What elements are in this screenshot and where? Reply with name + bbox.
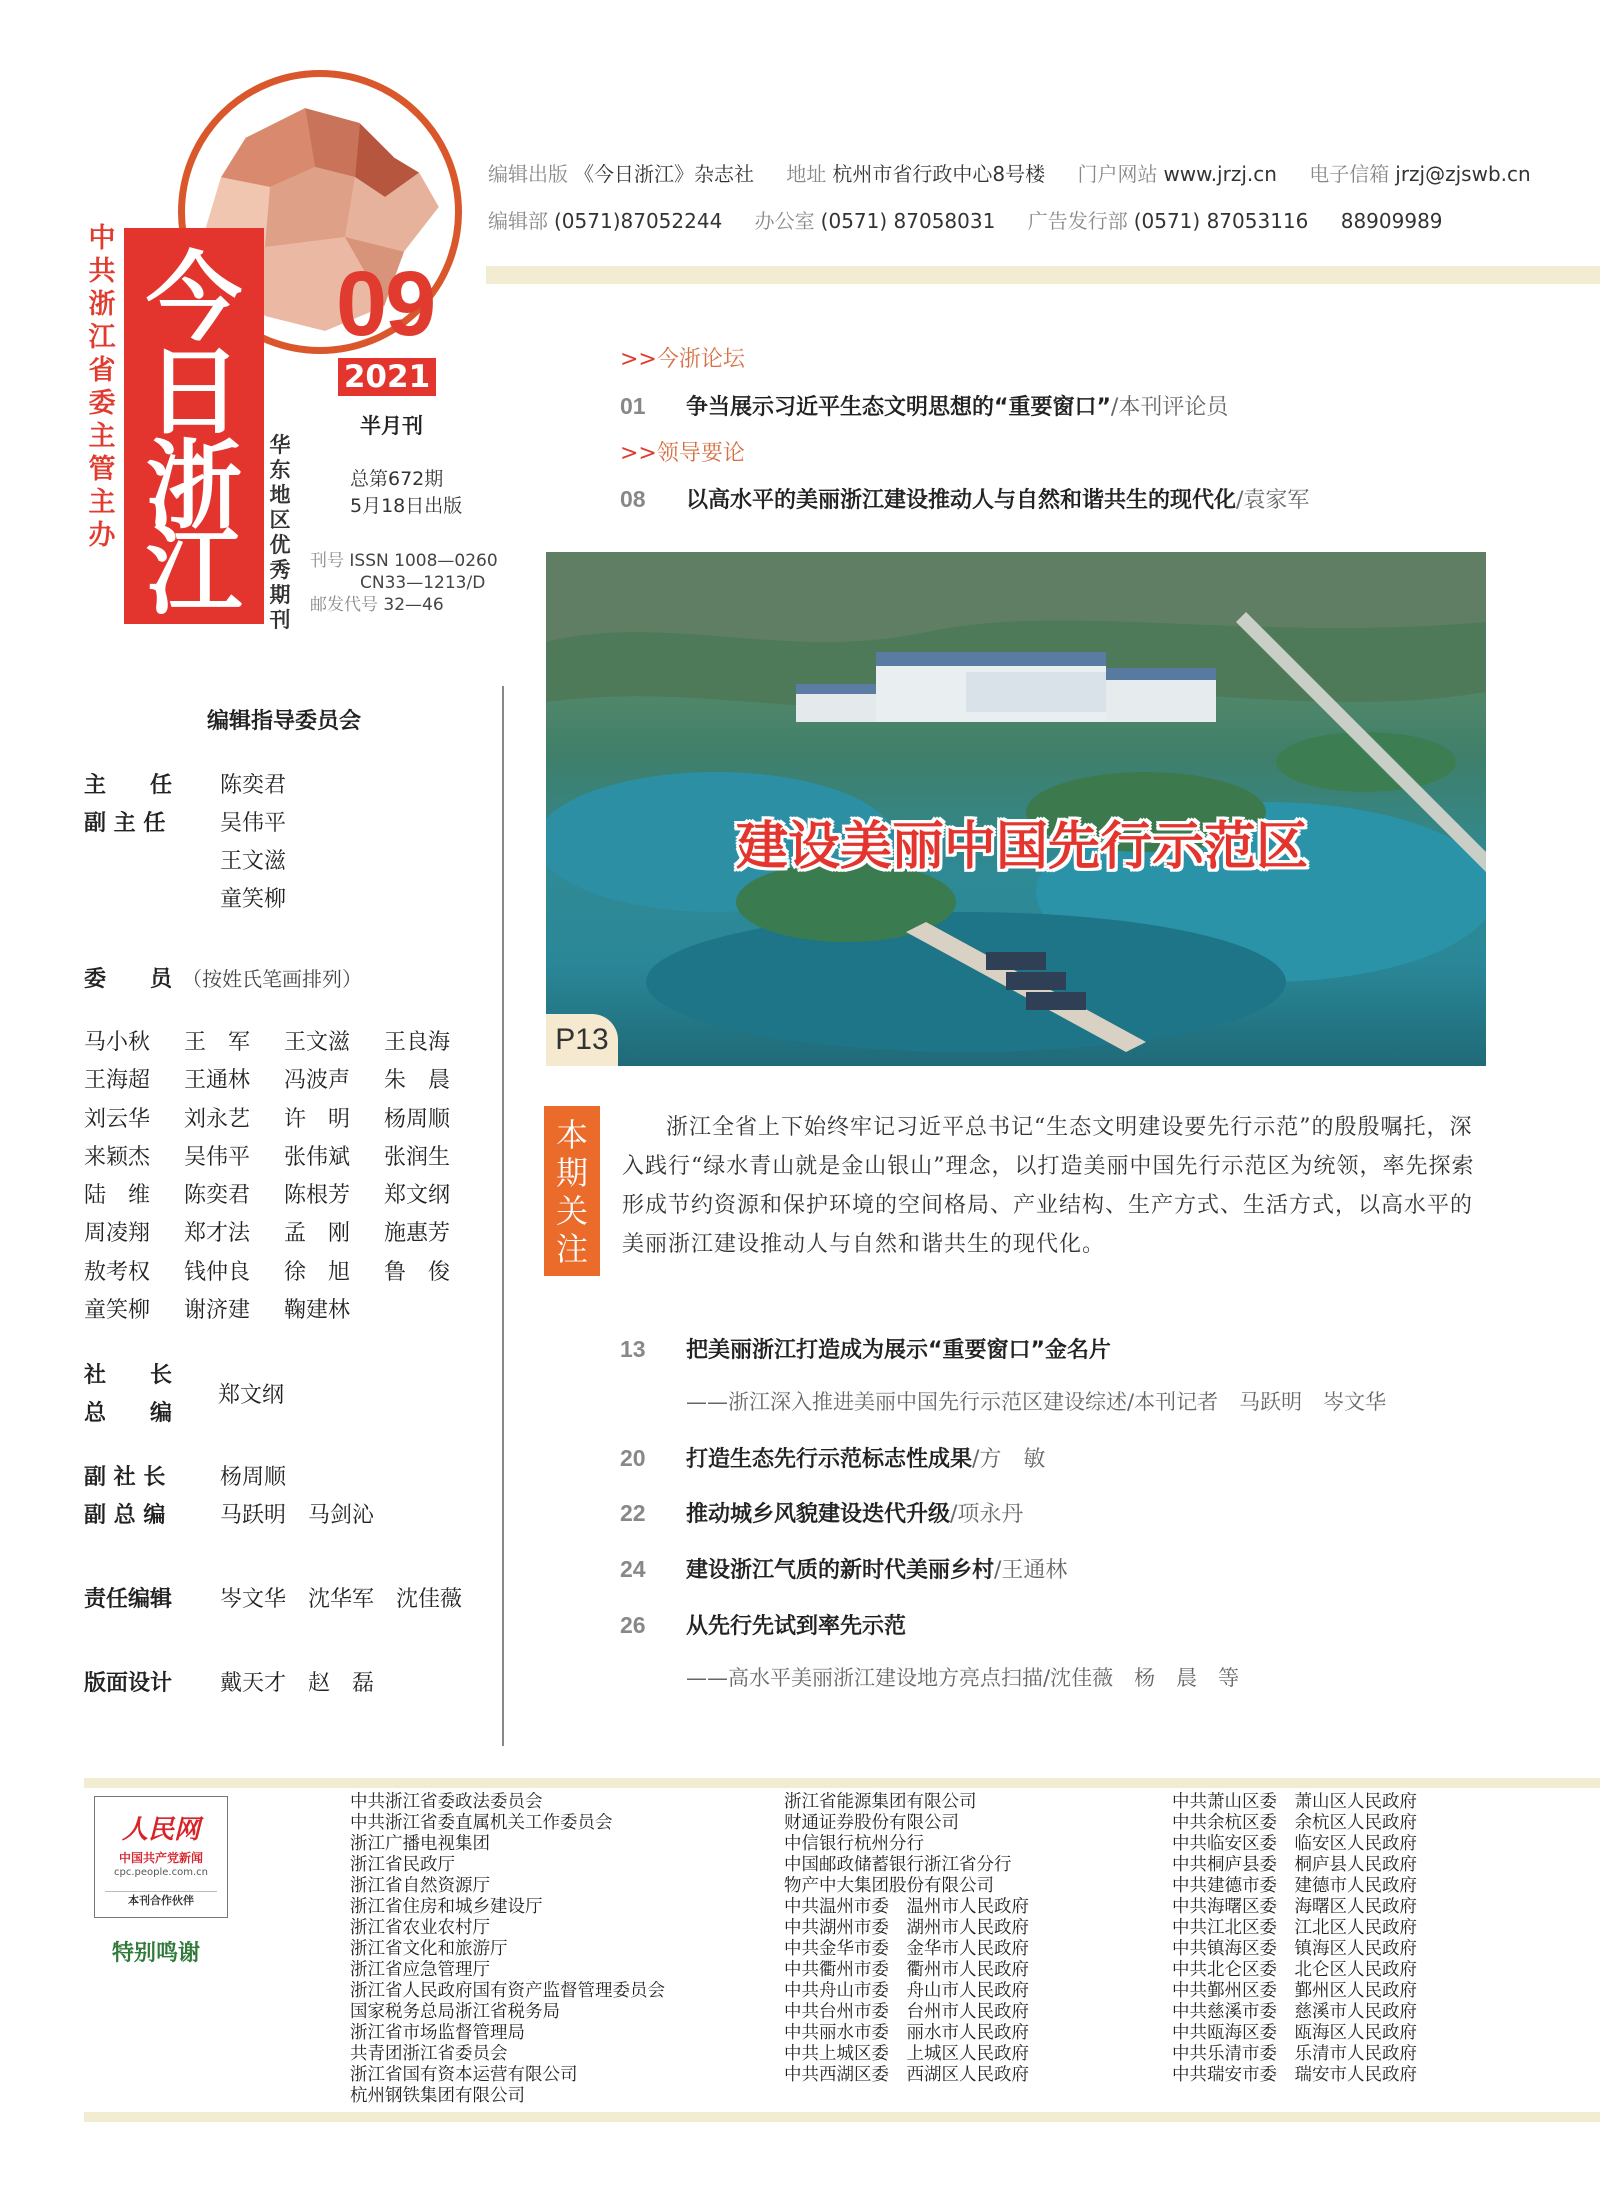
person-name: 岑文华 [220,1587,287,1612]
thanks-entry: 中共江北区委 江北区人民政府 [1172,1918,1417,1938]
partner-url: cpc.people.com.cn [114,1867,208,1878]
toc-item-08[interactable] [620,483,1309,514]
article-author: /袁家军 [1236,488,1310,513]
member-name: 钱仲良 [184,1259,251,1285]
role-label: 版面设计 [84,1671,173,1696]
issue-number: 09 [336,253,435,355]
member-name: 谢济建 [184,1298,251,1324]
member-name: 郑文纲 [384,1183,451,1209]
thanks-entry: 中信银行杭州分行 [784,1834,924,1854]
focus-tag: 本期关注 [544,1106,600,1276]
logo-char: 日 [146,335,242,448]
article-author: /本刊评论员 [1110,395,1229,420]
postal-code: 32—46 [383,595,444,615]
page-number: 13 [620,1336,646,1362]
thanks-entry: 中共温州市委 温州市人民政府 [784,1897,1029,1917]
member-name: 朱 晨 [384,1068,451,1094]
publisher-label: 编辑出版 [488,162,568,186]
frequency: 半月刊 [360,414,423,438]
person-name: 赵 磊 [308,1671,375,1696]
thanks-label: 特别鸣谢 [112,1940,201,1966]
section-label: 领导要论 [656,441,745,466]
member-name: 童笑柳 [84,1298,151,1324]
logo-char: 今 [146,241,242,354]
thanks-entry: 中共鄞州区委 鄞州区人民政府 [1172,1981,1417,2001]
toc-item-26[interactable] [620,1609,906,1640]
postal-label: 邮发代号 [310,595,378,615]
thanks-entry: 共青团浙江省委员会 [350,2044,508,2064]
partner-subtitle: 中国共产党新闻 [118,1851,203,1865]
cover-caption: 建设美丽中国先行示范区 [736,817,1309,877]
thanks-entry: 浙江省文化和旅游厅 [350,1939,508,1959]
role-label: 副 总 编 [84,1503,166,1528]
partner-brand: 人民网 [121,1815,200,1845]
partner-logo[interactable] [94,1796,228,1918]
member-name: 施惠芳 [384,1221,451,1247]
role-label: 委 员 [84,967,173,992]
committee-title: 编辑指导委员会 [206,709,361,734]
thanks-entry: 杭州钢铁集团有限公司 [350,2086,525,2106]
editorial-label: 编辑部 [488,209,548,233]
member-name: 马小秋 [84,1030,151,1055]
registration-info [310,550,498,616]
ads-label: 广告发行部 [1027,209,1128,233]
person-name: 王文滋 [220,849,287,874]
editorial-phone: (0571)87052244 [554,209,723,233]
sponsor-vertical: 中共浙江省委主管主办 [88,223,116,551]
logo-char: 江 [146,515,242,628]
thanks-entry: 中共海曙区委 海曙区人民政府 [1172,1897,1417,1917]
person-name: 吴伟平 [220,811,287,836]
thanks-entry: 中共浙江省委政法委员会 [350,1792,543,1812]
issn-label: 刊号 [310,551,344,571]
article-title: 打造生态先行示范标志性成果 [686,1447,973,1472]
thanks-entry: 中共金华市委 金华市人民政府 [784,1939,1029,1959]
thanks-entry: 中共萧山区委 萧山区人民政府 [1172,1792,1417,1812]
cn-number: CN33—1213/D [360,573,486,593]
thanks-entry: 浙江省自然资源厅 [350,1876,490,1896]
partner-caption: 本刊合作伙伴 [105,1891,217,1910]
address-label: 地址 [786,162,827,186]
issue-meta [350,466,462,520]
section-label: 今浙论坛 [656,347,745,372]
member-name: 冯波声 [284,1068,351,1094]
member-name: 鞠建林 [284,1298,351,1324]
deputy-row [84,882,308,913]
article-author: /方 敏 [972,1447,1046,1472]
member-name: 徐 旭 [284,1259,351,1285]
thanks-entry: 中共慈溪市委 慈溪市人民政府 [1172,2002,1417,2022]
thanks-entry: 中共瑞安市委 瑞安市人民政府 [1172,2065,1417,2085]
article-title: 推动城乡风貌建设迭代升级 [686,1502,951,1527]
email-link[interactable]: jrzj@zjswb.cn [1395,162,1531,186]
office-label: 办公室 [754,209,815,233]
thanks-entry: 浙江省人民政府国有资产监督管理委员会 [350,1981,665,2001]
thanks-column-1 [350,1792,665,2107]
thanks-entry: 中共舟山市委 舟山市人民政府 [784,1981,1029,2001]
article-title: 把美丽浙江打造成为展示“重要窗口”金名片 [686,1338,1111,1363]
issn: ISSN 1008—0260 [349,551,498,571]
page-number: 22 [620,1500,646,1526]
thanks-column-2 [784,1792,1029,2086]
section-heading-leaders [620,436,745,467]
website-label: 门户网站 [1077,162,1158,186]
member-name: 郑才法 [184,1221,251,1247]
page-number: 26 [620,1612,646,1638]
director-row [84,768,308,799]
publish-date: 5月18日出版 [350,495,463,517]
section-heading-forum [620,342,745,373]
thanks-entry: 中共湖州市委 湖州市人民政府 [784,1918,1029,1938]
thanks-entry: 中共衢州市委 衢州市人民政府 [784,1960,1029,1980]
header-row-2 [488,205,1469,234]
member-name: 敖考权 [84,1259,151,1285]
page-number: 08 [620,486,646,512]
member-name: 刘永艺 [184,1106,251,1132]
thanks-entry: 中共乐清市委 乐清市人民政府 [1172,2044,1417,2064]
arrow-icon: >> [620,347,657,372]
thanks-entry: 浙江省住房和城乡建设厅 [350,1897,543,1917]
person-name: 马跃明 [220,1503,287,1528]
toc-item-13[interactable] [620,1333,1111,1364]
thanks-entry: 中共瓯海区委 瓯海区人民政府 [1172,2023,1417,2043]
member-name: 王通林 [184,1068,251,1094]
thanks-entry: 中共台州市委 台州市人民政府 [784,2002,1029,2022]
thanks-entry: 中国邮政储蓄银行浙江省分行 [784,1855,1012,1875]
thanks-entry: 浙江省国有资本运营有限公司 [350,2065,578,2085]
role-label: 责任编辑 [84,1587,173,1612]
website-link[interactable]: www.jrzj.cn [1163,162,1277,186]
member-name: 鲁 俊 [384,1259,451,1285]
thanks-entry: 物产中大集团股份有限公司 [784,1876,994,1896]
thanks-entry: 中共建德市委 建德市人民政府 [1172,1876,1417,1896]
thanks-entry: 中共丽水市委 丽水市人民政府 [784,2023,1029,2043]
magazine-logo [124,228,264,628]
email-label: 电子信箱 [1309,162,1390,186]
page-number: 20 [620,1445,646,1471]
thanks-column-3 [1172,1792,1417,2086]
responsible-editor-row [84,1582,484,1613]
thanks-entry: 中共临安区委 临安区人民政府 [1172,1834,1417,1854]
toc-item-22[interactable] [620,1497,1023,1528]
column-divider [502,686,504,1746]
design-row [84,1666,396,1697]
member-name: 刘云华 [84,1106,151,1132]
thanks-entry: 国家税务总局浙江省税务局 [350,2002,560,2022]
thanks-entry: 中共镇海区委 镇海区人民政府 [1172,1939,1417,1959]
article-title: 建设浙江气质的新时代美丽乡村 [686,1558,995,1583]
president-label-row [84,1358,220,1389]
page-number: 01 [620,393,646,419]
ads-phone: (0571) 87053116 [1133,209,1309,233]
person-name: 戴天才 [220,1671,287,1696]
member-name: 来颖杰 [84,1144,151,1170]
toc-subtitle: ——高水平美丽浙江建设地方亮点扫描/沈佳薇 杨 晨 等 [686,1666,1240,1690]
thanks-entry: 浙江省能源集团有限公司 [784,1792,977,1812]
award-vertical: 华东地区优秀期刊 [269,433,291,632]
members-note: （按姓氏笔画排列） [182,967,363,991]
member-name: 张伟斌 [284,1144,351,1170]
toc-subtitle: ——浙江深入推进美丽中国先行示范区建设综述/本刊记者 马跃明 岑文华 [686,1390,1387,1414]
total-issue: 总第672期 [350,468,444,490]
role-label: 社 长 [84,1363,173,1388]
toc-item-20[interactable] [620,1442,1045,1473]
thanks-entry: 浙江省农业农村厅 [350,1918,490,1938]
article-title: 争当展示习近平生态文明思想的“重要窗口” [686,395,1111,420]
vp-row [84,1460,308,1491]
thanks-entry: 中共北仑区委 北仑区人民政府 [1172,1960,1417,1980]
chief-editor-label-row [84,1396,220,1427]
member-name: 王文滋 [284,1030,351,1055]
role-label: 主 任 [84,773,173,798]
thanks-entry: 中共桐庐县委 桐庐县人民政府 [1172,1855,1417,1875]
deputy-editor-row [84,1498,396,1529]
article-title: 从先行先试到率先示范 [686,1614,907,1639]
toc-item-01[interactable] [620,390,1228,421]
address: 杭州市省行政中心8号楼 [832,162,1046,186]
ads-phone-2: 88909989 [1340,209,1443,233]
logo-char: 浙 [146,429,242,542]
member-name: 许 明 [284,1106,351,1132]
toc-item-24[interactable] [620,1553,1067,1584]
footer-divider [84,2112,1600,2122]
thanks-entry: 浙江省市场监督管理局 [350,2023,525,2043]
member-name: 张润生 [384,1144,451,1170]
thanks-entry: 中共西湖区委 西湖区人民政府 [784,2065,1029,2085]
article-author: /项永丹 [950,1502,1024,1527]
header-divider [486,266,1600,284]
member-name: 王良海 [384,1030,451,1055]
member-name: 王 军 [184,1030,251,1055]
member-name: 陆 维 [84,1183,151,1209]
article-author: /王通林 [994,1558,1068,1583]
page-number: 24 [620,1556,646,1582]
person-name: 沈佳薇 [396,1587,463,1612]
member-name: 陈根芳 [284,1183,351,1209]
member-name: 杨周顺 [384,1106,451,1132]
header-row-1 [488,158,1557,187]
person-name: 陈奕君 [220,773,287,798]
role-label: 副 社 长 [84,1465,166,1490]
person-name: 杨周顺 [220,1465,287,1490]
thanks-entry: 浙江广播电视集团 [350,1834,490,1854]
president-name: 郑文纲 [218,1383,285,1408]
member-name: 王海超 [84,1068,151,1094]
thanks-entry: 中共浙江省委直属机关工作委员会 [350,1813,613,1833]
publisher: 《今日浙江》杂志社 [574,162,754,186]
member-name: 陈奕君 [184,1183,251,1209]
member-name: 吴伟平 [184,1144,251,1170]
members-grid [84,1024,484,1330]
thanks-entry: 中共余杭区委 余杭区人民政府 [1172,1813,1417,1833]
deputy-row [84,844,308,875]
cover-photo[interactable] [546,552,1486,1066]
person-name: 马剑沁 [308,1503,375,1528]
thanks-entry: 浙江省民政厅 [350,1855,455,1875]
thanks-entry: 财通证券股份有限公司 [784,1813,959,1833]
page-tag[interactable]: P13 [546,1014,618,1066]
article-title: 以高水平的美丽浙江建设推动人与自然和谐共生的现代化 [686,488,1237,513]
person-name: 沈华军 [308,1587,375,1612]
thanks-entry: 中共上城区委 上城区人民政府 [784,2044,1029,2064]
person-name: 童笑柳 [220,887,287,912]
office-phone: (0571) 87058031 [820,209,996,233]
focus-summary: 浙江全省上下始终牢记习近平总书记“生态文明建设要先行示范”的殷殷嘱托，深入践行“绿水青山就是金山银山”理念，以打造美丽中国先行示范区为统领，率先探索形成节约资源和保护环境的空间格局、产业结构、生产方式、生活方式，以高水平的美丽浙江建设推动人与自然和谐共生的现代化。 [622,1115,1475,1257]
members-heading [84,962,362,993]
deputy-row [84,806,308,837]
bottom-divider [84,1778,1600,1788]
thanks-entry: 浙江省应急管理厅 [350,1960,490,1980]
role-label: 副 主 任 [84,811,166,836]
arrow-icon: >> [620,441,657,466]
member-name: 周凌翔 [84,1221,151,1247]
role-label: 总 编 [84,1401,173,1426]
issue-year: 2021 [338,358,436,396]
member-name: 孟 刚 [284,1221,351,1247]
